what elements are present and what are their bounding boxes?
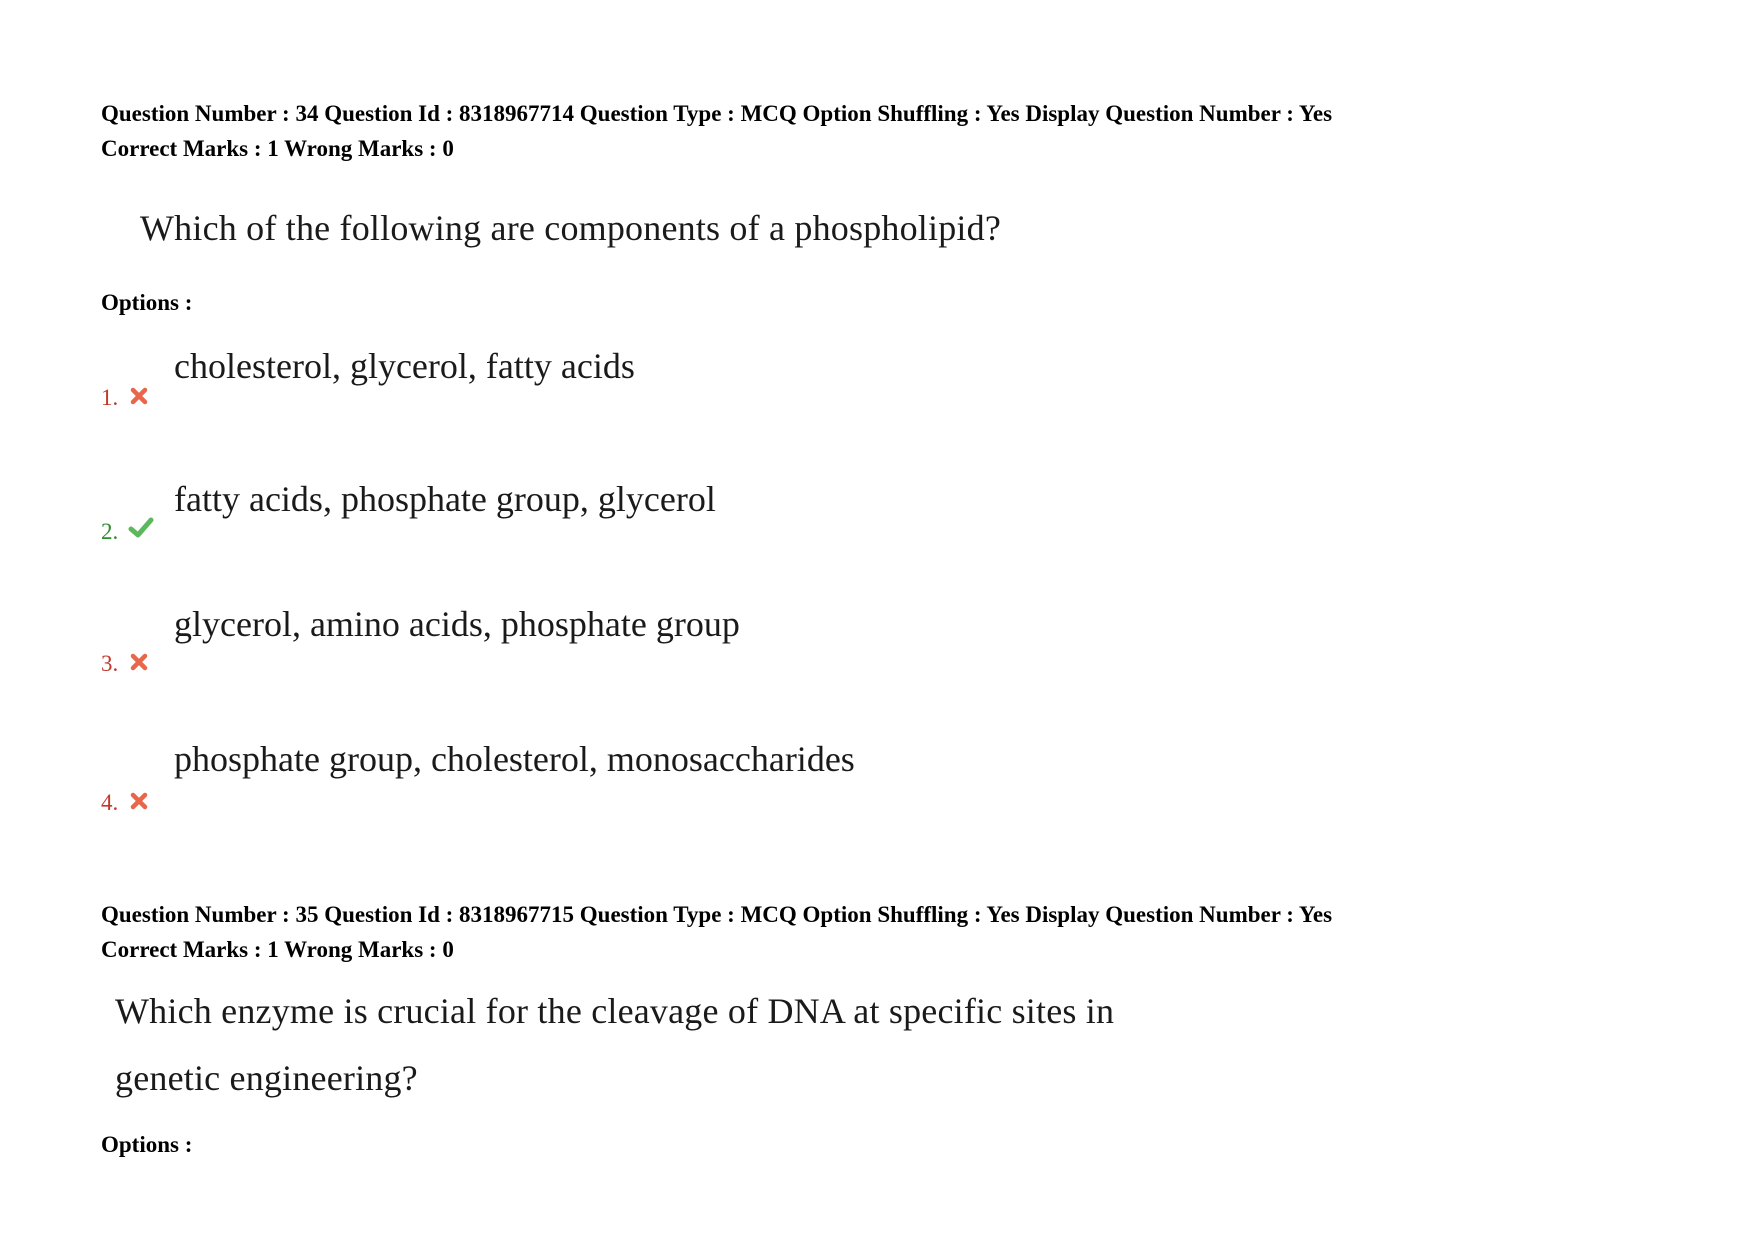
question-meta-line1: Question Number : 35 Question Id : 8318967715 Question Type : MCQ Option Shuffling : Yes Display Question Number : Yes (101, 902, 1333, 927)
option-text: cholesterol, glycerol, fatty acids (174, 346, 635, 386)
question-text-line2: genetic engineering? (115, 1058, 418, 1098)
option-number: 2. (101, 519, 119, 544)
option-text: glycerol, amino acids, phosphate group (174, 604, 740, 644)
options-label: Options : (101, 1132, 193, 1157)
check-icon (128, 516, 154, 540)
cross-icon (128, 651, 150, 673)
cross-icon (128, 385, 150, 407)
options-label: Options : (101, 290, 193, 315)
question-meta (101, 96, 1332, 166)
option-text: fatty acids, phosphate group, glycerol (174, 479, 716, 519)
option-text: phosphate group, cholesterol, monosaccharides (174, 739, 855, 779)
option-number: 4. (101, 790, 119, 815)
question-meta (101, 897, 1332, 967)
question-text-line1: Which enzyme is crucial for the cleavage of DNA at specific sites in (115, 991, 1115, 1031)
cross-icon (128, 790, 150, 812)
question-text: Which of the following are components of a phospholipid? (140, 208, 1001, 248)
option-number: 3. (101, 651, 119, 676)
option-number: 1. (101, 385, 119, 410)
question-marks-line: Correct Marks : 1 Wrong Marks : 0 (101, 136, 454, 161)
question-meta-line1: Question Number : 34 Question Id : 8318967714 Question Type : MCQ Option Shuffling : Yes Display Question Number : Yes (101, 101, 1333, 126)
question-marks-line: Correct Marks : 1 Wrong Marks : 0 (101, 937, 454, 962)
